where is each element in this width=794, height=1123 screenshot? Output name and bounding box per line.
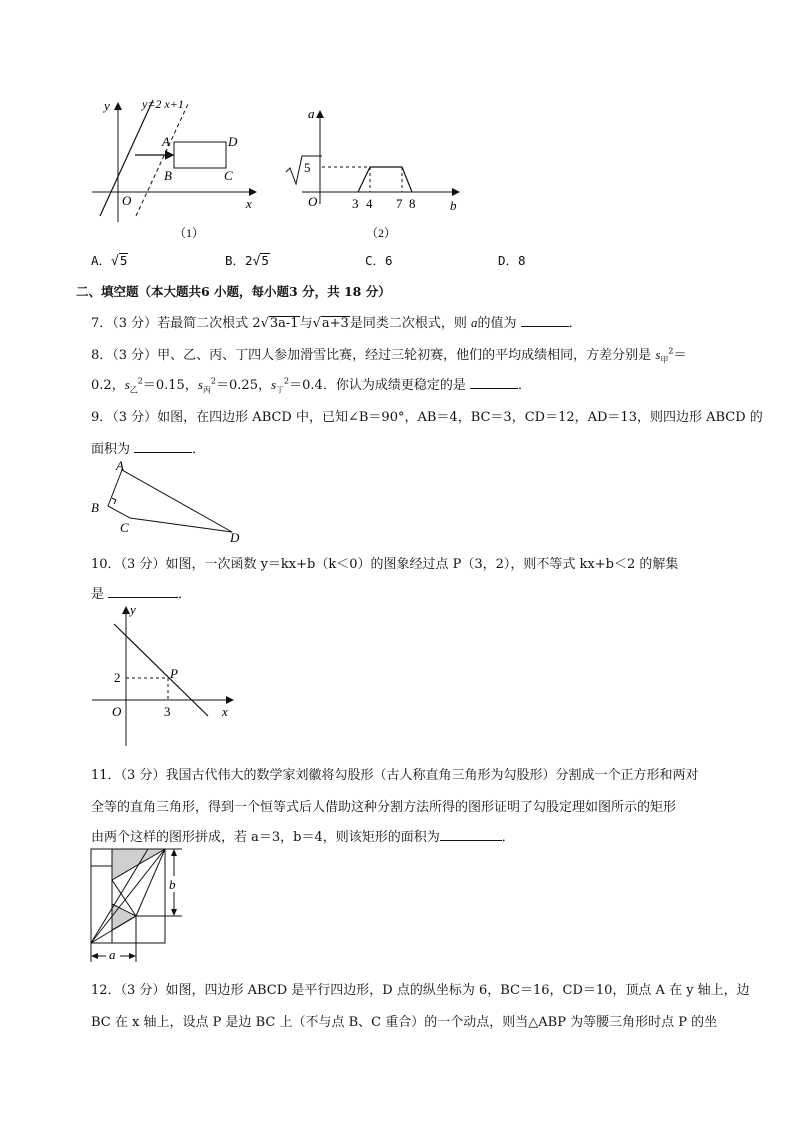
fig1-x-label: x [246,196,252,211]
q7-answer-blank[interactable] [521,314,569,327]
q9-answer-blank[interactable] [134,440,192,453]
fig1-y-label: y [104,98,110,113]
question-8-line2: 0.2，$s_乙^2=0.15$，$s_丙^2=0.25$，$s_丁^2=0.4$．你认为成绩更稳定的是 ． [91,376,531,395]
question-10-line1: 10．（3 分）如图，一次函数 y＝kx+b（k＜0）的图象经过点 P（3，2），则不等式 kx+b＜2 的解集 [91,557,679,572]
q10-origin: O [112,704,122,719]
question-12-line2: BC 在 x 轴上，设点 P 是边 BC 上（不与点 B、C 重合）的一个动点，则当△ABP 为等腰三角形时点 P 的坐 [91,1015,718,1030]
question-8-line1: 8．（3 分）甲、乙、丙、丁四人参加滑雪比赛，经过三轮初赛，他们的平均成绩相同，方差分别是 $s_甲^2=$ [91,346,687,365]
fig1-label-b: B [164,168,172,183]
q9-label-d: D [230,530,240,544]
choice-b-coef: 2 [245,253,253,268]
fig2-caption: （2） [366,226,397,240]
choice-a-letter: A． [91,253,112,268]
q9-label-b: B [91,500,99,515]
choice-a[interactable]: A．√5 [91,253,128,269]
question-11-line2: 全等的直角三角形，得到一个恒等式后人借助这种分割方法所得的图形证明了勾股定理如图所示的矩形 [91,800,677,815]
choice-d-value: 8 [518,253,526,268]
choice-a-radicand: 5 [119,253,128,268]
q10-function-line [114,624,208,716]
fig2-y-value: 5 [304,160,311,175]
fig2-tick-3: 3 [352,196,359,211]
q10-answer-blank[interactable] [108,585,178,598]
q7-radical-2: a+3 [321,316,349,331]
choice-b-letter: B． [225,253,246,268]
q11-answer-blank[interactable] [440,828,502,841]
q10-label-p: P [170,666,178,681]
q9-figure [86,458,256,544]
choice-c-letter: C． [365,253,386,268]
shaded-triangle-bottom [112,904,136,930]
fig1-label-a: A [162,134,170,149]
q7-coef: 2 [252,316,261,331]
q10-label-3: 3 [164,704,171,719]
choice-c-value: 6 [385,253,393,268]
question-11-line1: 11．（3 分）我国古代伟大的数学家刘徽将勾股形（古人称直角三角形为勾股形）分割成一个正方形和两对 [91,768,699,783]
q10-figure [88,600,248,750]
choice-d[interactable] [498,251,526,269]
q10-x-label: x [222,704,228,719]
question-10-line2: 是 ． [91,587,192,602]
question-9-line2: 面积为 ． [91,442,206,457]
question-7: 7．（3 分）若最简二次根式 2√3a-1与√a+3是同类二次根式，则 a的值为 ． [91,315,582,331]
fig2-tick-7: 7 [396,196,403,211]
fig1-label-c: C [224,168,233,183]
fig2-origin: O [308,194,318,209]
choice-b[interactable]: B．2√5 [225,253,269,269]
q11-label-b: b [169,877,176,892]
section-title: 二、填空题（本大题共6 小题，每小题3 分，共 18 分） [76,284,391,299]
fig1-line-label: y=2 x+1 [142,97,184,111]
question-12-line1: 12．（3 分）如图，四边形 ABCD 是平行四边形，D 点的纵坐标为 6，BC＝16，CD＝10，顶点 A 在 y 轴上，边 [91,983,750,998]
q9-label-a: A [116,458,124,473]
choice-c[interactable] [365,251,393,269]
question-9-line1: 9．（3 分）如图，在四边形 ABCD 中，已知∠B＝90°，AB＝4，BC＝3，CD＝12，AD＝13，则四边形 ABCD 的 [91,410,763,425]
trapezoid-graph [358,167,412,192]
q10-y-label: y [130,602,136,617]
q10-label-2: 2 [114,670,121,685]
right-angle-mark [112,498,116,504]
q11-figure [86,844,196,968]
q7-radical-1: 3a-1 [269,316,299,331]
q11-label-a: a [109,947,116,962]
fig1-label-d: D [228,134,238,149]
question-11-line3: 由两个这样的图形拼成，若 a＝3，b＝4，则该矩形的面积为 ． [91,830,515,845]
q9-label-c: C [120,520,129,535]
figure-1 [80,92,270,242]
choice-b-radicand: 5 [261,253,269,268]
fig2-tick-4: 4 [366,196,373,211]
choice-d-letter: D． [498,253,519,268]
figure-2 [282,104,472,242]
q8-answer-blank[interactable] [470,376,518,389]
fig1-origin: O [122,193,132,208]
fig2-tick-8: 8 [409,196,416,211]
rectangle-abcd [174,142,226,168]
fig1-caption: （1） [174,226,205,240]
fig2-b-label: b [450,198,457,213]
fig2-a-label: a [308,106,315,121]
